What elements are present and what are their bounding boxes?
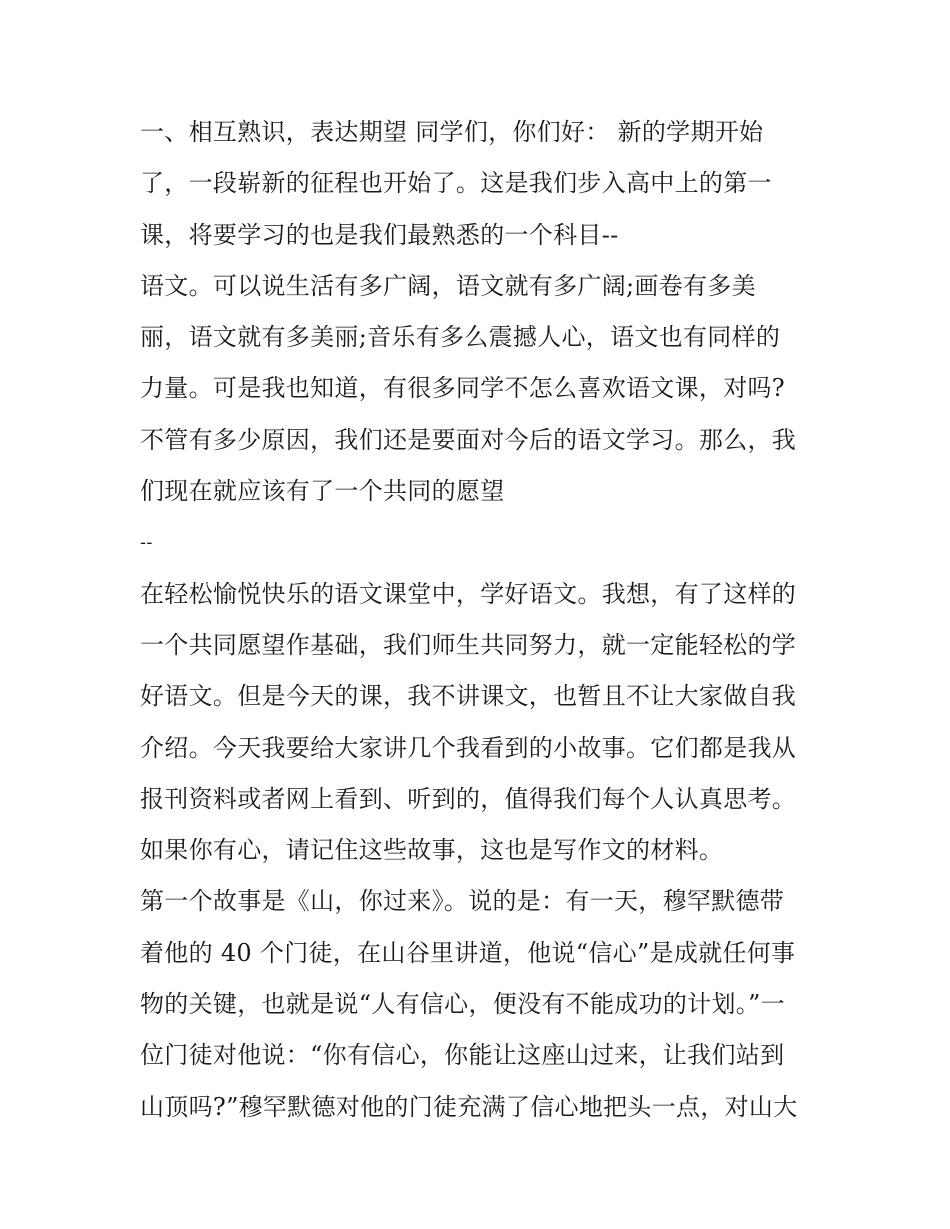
text-line-dash: -- xyxy=(140,532,153,554)
text-line: 丽，语文就有多美丽;音乐有多么震撼人心，语文也有同样的 xyxy=(140,323,781,352)
body-text xyxy=(140,107,830,1133)
text-line: 介绍。今天我要给大家讲几个我看到的小故事。它们都是我从 xyxy=(140,733,797,762)
text-line: 在轻松愉悦快乐的语文课堂中，学好语文。我想，有了这样的 xyxy=(140,579,797,608)
text-line: 语文。可以说生活有多广阔，语文就有多广阔;画卷有多美 xyxy=(140,271,756,300)
text-line: 不管有多少原因，我们还是要面对今后的语文学习。那么，我 xyxy=(140,425,797,454)
text-line: 物的关键，也就是说“人有信心，便没有不能成功的计划。”一 xyxy=(140,990,785,1019)
text-line: 力量。可是我也知道，有很多同学不怎么喜欢语文课，对吗? xyxy=(140,374,785,403)
text-line: 如果你有心，请记住这些故事，这也是写作文的材料。 xyxy=(140,836,724,865)
text-line: 一个共同愿望作基础，我们师生共同努力，就一定能轻松的学 xyxy=(140,630,797,659)
text-line: 山顶吗?”穆罕默德对他的门徒充满了信心地把头一点，对山大 xyxy=(140,1092,798,1121)
text-line: 了，一段崭新的征程也开始了。这是我们步入高中上的第一 xyxy=(140,169,772,198)
text-line: 一、相互熟识，表达期望 同学们，你们好： 新的学期开始 xyxy=(140,118,764,146)
text-line: 报刊资料或者网上看到、听到的，值得我们每个人认真思考。 xyxy=(140,784,797,813)
text-line: 第一个故事是《山，你过来》。说的是：有一天，穆罕默德带 xyxy=(140,887,785,916)
text-line: 们现在就应该有了一个共同的愿望 xyxy=(140,477,505,506)
text-line: 好语文。但是今天的课，我不讲课文，也暂且不让大家做自我 xyxy=(140,682,797,711)
text-line: 课，将要学习的也是我们最熟悉的一个科目-- xyxy=(140,220,619,249)
text-line: 位门徒对他说：“你有信心，你能让这座山过来，让我们站到 xyxy=(140,1041,785,1070)
text-line: 着他的 40 个门徒，在山谷里讲道，他说“信心”是成就任何事 xyxy=(140,938,796,967)
